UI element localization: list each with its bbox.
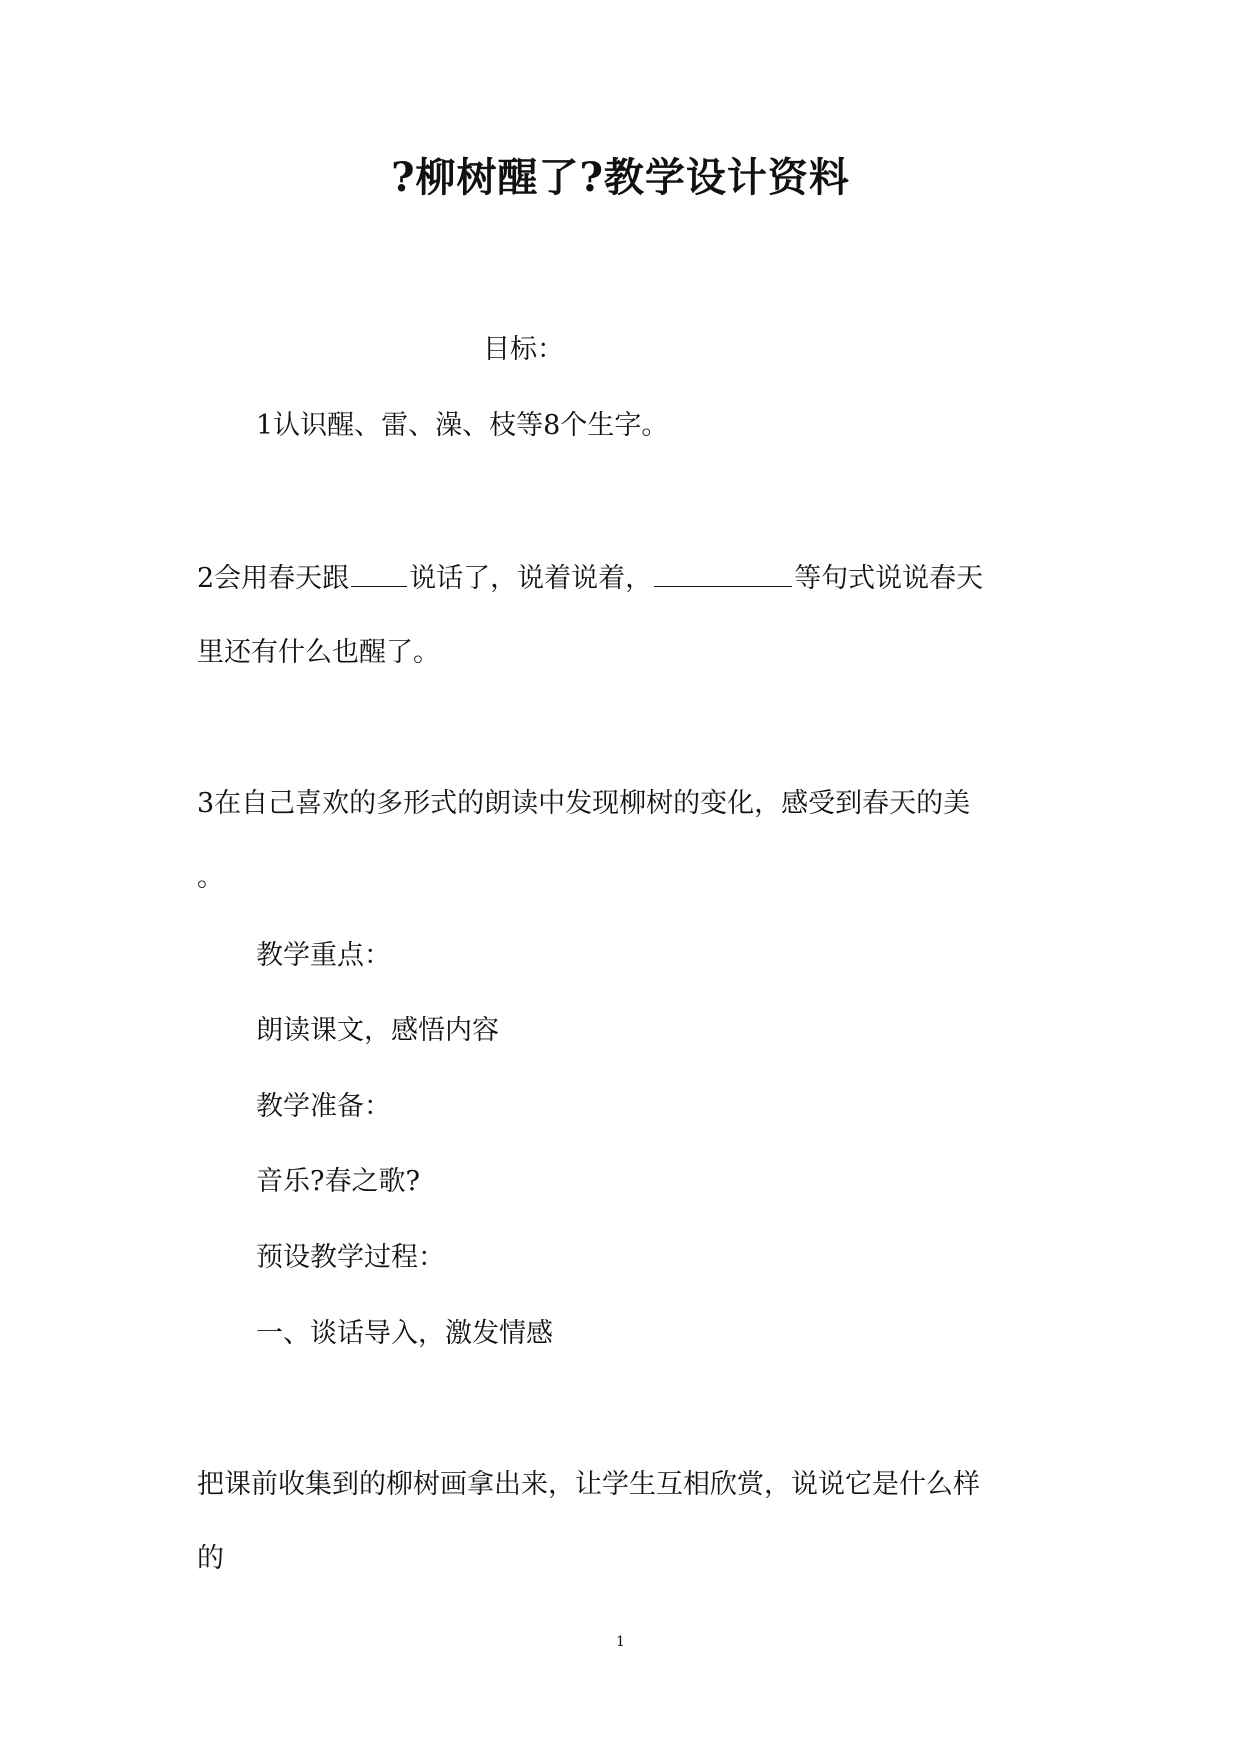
goal-item-2-part3: 等句式说说春天 <box>794 563 984 594</box>
document-title: ?柳树醒了?教学设计资料 <box>391 154 850 201</box>
goal-item-3-line2: 。 <box>197 862 224 893</box>
fill-in-blank-short <box>351 560 407 587</box>
process-heading: 预设教学过程： <box>256 1242 445 1273</box>
step-1-text-line2: 的 <box>197 1543 224 1574</box>
key-point-text: 朗读课文，感悟内容 <box>256 1015 499 1046</box>
page-number: 1 <box>616 1634 625 1650</box>
preparation-heading: 教学准备： <box>256 1091 391 1122</box>
step-1-heading: 一、谈话导入，激发情感 <box>256 1318 553 1349</box>
goal-item-1: 1认识醒、雷、澡、枝等8个生字。 <box>256 410 669 441</box>
goal-item-2 <box>197 559 983 599</box>
goal-item-3-line1: 3在自己喜欢的多形式的朗读中发现柳树的变化，感受到春天的美 <box>197 788 971 819</box>
fill-in-blank-long <box>654 560 792 587</box>
goal-item-2-part1: 2会用春天跟 <box>197 563 350 594</box>
goal-heading: 目标： <box>483 334 564 365</box>
key-point-heading: 教学重点： <box>256 940 391 971</box>
goal-item-2-continuation: 里还有什么也醒了。 <box>197 637 440 668</box>
preparation-text: 音乐?春之歌? <box>256 1166 420 1197</box>
goal-item-2-part2: 说话了，说着说着， <box>409 563 653 594</box>
step-1-text-line1: 把课前收集到的柳树画拿出来，让学生互相欣赏，说说它是什么样 <box>197 1469 980 1500</box>
